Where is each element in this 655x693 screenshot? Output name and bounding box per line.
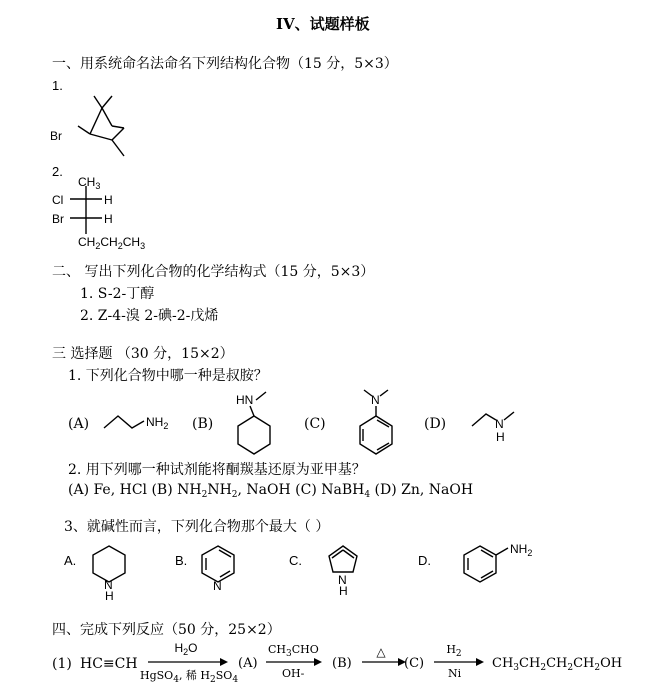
reaction-arrow <box>148 657 228 667</box>
question-text: 2. 用下列哪一种试剂能将酮羰基还原为亚甲基？ <box>68 462 366 478</box>
option-label: A. <box>64 553 77 568</box>
option-label: C. <box>289 553 302 568</box>
nh2-label: $NH_2$ <box>510 542 533 558</box>
hydrogen-label: H <box>496 430 505 444</box>
option-label: (D) <box>424 416 447 432</box>
hydrogen-label: H <box>104 193 113 207</box>
bromine-label: Br <box>52 212 64 226</box>
question-number: 1. <box>52 78 63 93</box>
hydrogen-label: H <box>105 589 114 603</box>
reagent-nickel: Ni <box>448 667 462 680</box>
nitrogen-label: N <box>495 417 504 431</box>
option-label: (A) <box>68 416 90 432</box>
reaction-number: (1) <box>52 656 72 672</box>
section1-heading: 一、用系统命名法命名下列结构化合物（15 分，5×3） <box>52 56 398 72</box>
answer-options: (A) Fe, HCl (B) $NH_2NH_2$, NaOH (C) NaBH$_4$ (D) Zn, NaOH <box>68 482 474 500</box>
pyrrole-structure <box>323 540 373 596</box>
intermediate-a: (A) <box>238 656 258 671</box>
hydrogen-label: H <box>104 212 113 226</box>
hydrogen-label: H <box>339 584 348 598</box>
n-n-dimethylaniline-structure <box>348 384 408 460</box>
nitrogen-label: N <box>104 578 113 592</box>
section3-heading: 三 选择题 （30 分，15×2） <box>52 346 234 362</box>
list-item: 2. Z-4-溴 2-碘-2-戊烯 <box>80 308 219 324</box>
option-label: (B) <box>192 416 214 432</box>
chlorine-label: Cl <box>52 193 64 207</box>
intermediate-c: (C) <box>404 656 425 671</box>
question-number: 2. <box>52 164 63 179</box>
option-label: D. <box>418 553 431 568</box>
fischer-projection-structure <box>50 174 160 250</box>
ch3-label: $CH_3$ <box>78 175 101 191</box>
section4-heading: 四、完成下列反应（50 分，25×2） <box>52 622 281 638</box>
propyl-chain-label: $CH_2CH_2CH_3$ <box>78 235 146 251</box>
reagent-acetaldehyde: $CH_3CHO$ <box>268 643 319 659</box>
nitrogen-label: N <box>338 573 347 587</box>
propylamine-structure <box>102 408 182 434</box>
piperidine-structure <box>88 540 138 602</box>
reagent-water: $H_2O$ <box>174 641 198 657</box>
question-text: 3、就碱性而言，下列化合物那个最大（ ） <box>64 519 330 535</box>
option-label: B. <box>175 553 188 568</box>
aniline-structure <box>460 536 550 586</box>
n-methylethylamine-structure <box>470 408 530 448</box>
question-text: 1. 下列化合物中哪一种是叔胺？ <box>68 368 268 384</box>
nitrogen-label: N <box>371 393 380 407</box>
bromine-label: Br <box>50 129 62 143</box>
nh2-label: $NH_2$ <box>146 415 169 431</box>
heat-symbol: △ <box>376 645 386 659</box>
section2-heading: 二、 写出下列化合物的化学结构式（15 分，5×3） <box>52 264 375 280</box>
intermediate-b: (B) <box>332 656 352 671</box>
reaction-arrow <box>362 657 406 667</box>
option-label: (C) <box>304 416 326 432</box>
product-butanol: $CH_3CH_2CH_2CH_2OH$ <box>492 656 623 673</box>
list-item: 1. S-2-丁醇 <box>80 286 155 302</box>
reagent-catalyst: HgSO$_4$, 稀 $H_2SO_4$ <box>140 669 239 685</box>
pyridine-structure <box>196 540 246 596</box>
nitrogen-label: N <box>213 579 222 593</box>
reaction-equation <box>52 640 623 690</box>
page-title: IV、试题样板 <box>276 15 370 33</box>
reagent-hydrogen: $H_2$ <box>446 643 462 659</box>
bromo-bicyclic-structure <box>50 88 140 160</box>
nh-label: HN <box>236 393 254 407</box>
acetylene-formula: HC≡CH <box>80 656 138 672</box>
reagent-base: OH- <box>282 667 305 680</box>
n-methylcyclohexylamine-structure <box>222 386 292 458</box>
